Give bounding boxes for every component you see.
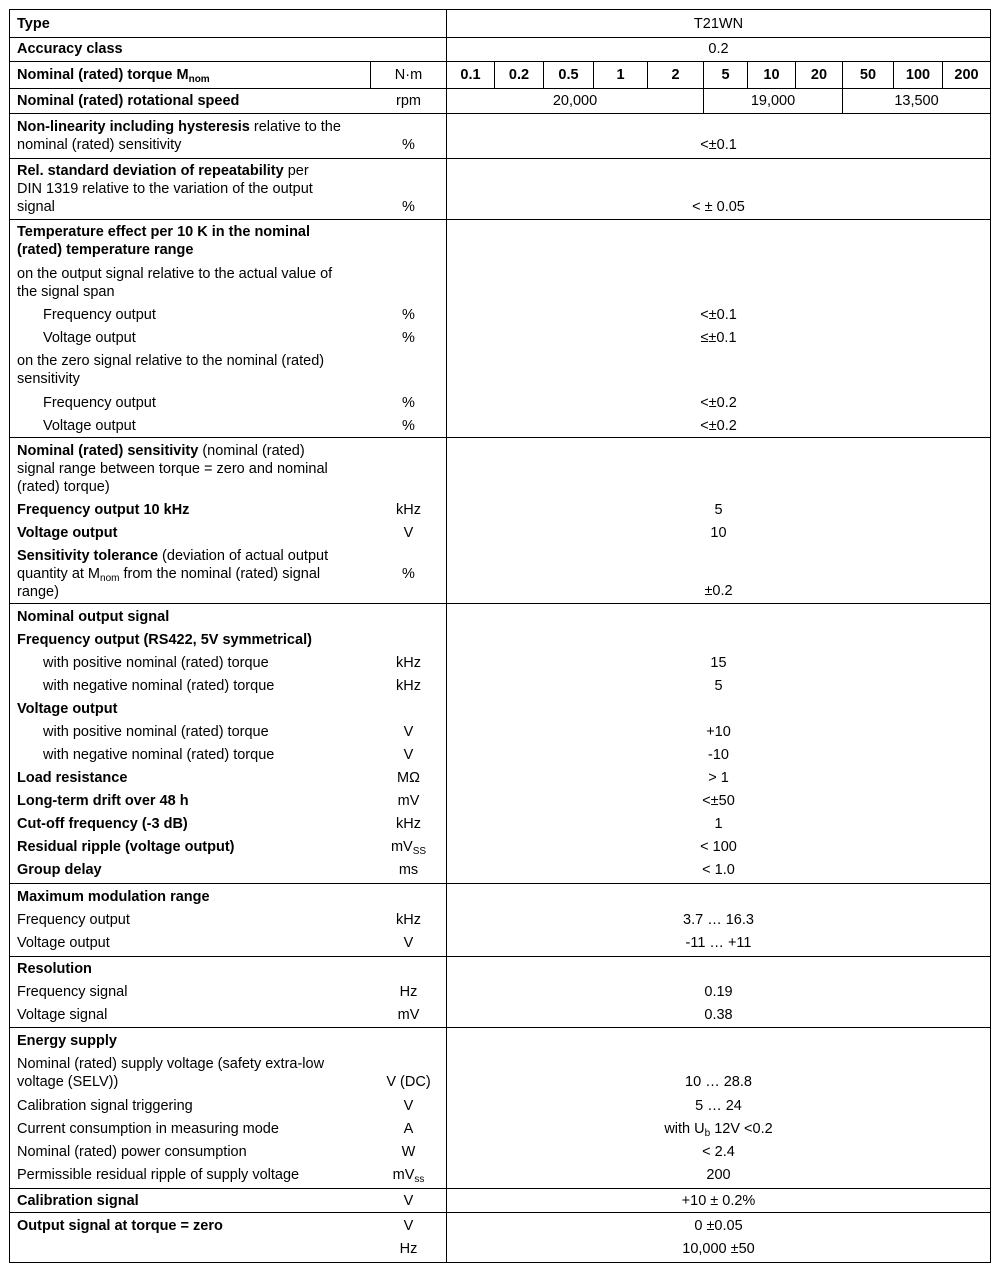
sens-label-line: (rated) torque) — [17, 479, 110, 495]
resolution-title: Resolution — [17, 961, 92, 977]
temp-title: Temperature effect per 10 K in the nominal — [17, 224, 311, 240]
energy-pow-unit: W — [401, 1144, 416, 1160]
output-cut-unit: kHz — [396, 816, 421, 832]
output-vpos-value: +10 — [706, 724, 731, 740]
energy-cur-unit: A — [403, 1121, 414, 1137]
output-load-label: Load resistance — [17, 770, 128, 786]
energy-rip-value: 200 — [706, 1167, 731, 1183]
energy-pow-label: Nominal (rated) power consumption — [17, 1144, 247, 1160]
output-vpos-unit: V — [403, 724, 414, 740]
repeat-unit: % — [402, 199, 415, 215]
torque-unit: N·m — [394, 67, 423, 83]
energy-pow-value: < 2.4 — [702, 1144, 735, 1160]
type-label: Type — [17, 16, 50, 32]
speed-value: 13,500 — [894, 93, 939, 109]
temp-volt-label: Voltage output — [43, 330, 136, 346]
rule — [9, 88, 991, 89]
output-fpos-unit: kHz — [396, 655, 421, 671]
rule — [9, 1262, 991, 1263]
modulation-freq-value: 3.7 … 16.3 — [683, 912, 754, 928]
temp-zero-text: on the zero signal relative to the nominal (rated) — [17, 353, 325, 369]
sens-freq-unit: kHz — [396, 502, 421, 518]
sens-volt-unit: V — [403, 525, 414, 541]
output-cut-value: 1 — [714, 816, 723, 832]
temp-output-text: on the output signal relative to the actual value of — [17, 266, 333, 282]
temp-zvolt-unit: % — [402, 418, 415, 434]
sens-freq-label: Frequency output 10 kHz — [17, 502, 190, 518]
torque-value: 50 — [859, 67, 877, 83]
repeat-label-line: DIN 1319 relative to the variation of the output — [17, 181, 313, 197]
modulation-title: Maximum modulation range — [17, 889, 210, 905]
energy-cur-label: Current consumption in measuring mode — [17, 1121, 279, 1137]
temp-title-line: (rated) temperature range — [17, 242, 194, 258]
energy-rip-label: Permissible residual ripple of supply voltage — [17, 1167, 300, 1183]
output-vneg-value: -10 — [708, 747, 729, 763]
temp-freq-label: Frequency output — [43, 307, 156, 323]
output-load-unit: MΩ — [397, 770, 420, 786]
output-drift-label: Long-term drift over 48 h — [17, 793, 189, 809]
output-delay-unit: ms — [398, 862, 419, 878]
output-cut-label: Cut-off frequency (-3 dB) — [17, 816, 188, 832]
repeat-label: Rel. standard deviation of repeatability per — [17, 163, 309, 179]
energy-rip-unit: $mV_{ss}$ — [392, 1167, 425, 1185]
torque-value: 100 — [905, 67, 931, 83]
output-fneg-label: with negative nominal (rated) torque — [43, 678, 275, 694]
rule — [9, 1212, 991, 1213]
resolution-freq-value: 0.19 — [704, 984, 733, 1000]
output-fpos-label: with positive nominal (rated) torque — [43, 655, 269, 671]
rule — [9, 113, 991, 114]
speed-label: Nominal (rated) rotational speed — [17, 93, 240, 109]
accuracy-value: 0.2 — [708, 41, 729, 57]
rule — [9, 1188, 991, 1189]
calibration-label: Calibration signal — [17, 1193, 139, 1209]
output-title: Nominal output signal — [17, 609, 170, 625]
calibration-unit: V — [403, 1193, 414, 1209]
output-delay-value: < 1.0 — [702, 862, 735, 878]
rule — [9, 437, 991, 438]
resolution-freq-unit: Hz — [399, 984, 418, 1000]
sens-volt-value: 10 — [710, 525, 727, 541]
resolution-volt-unit: mV — [397, 1007, 420, 1023]
rule — [9, 158, 991, 159]
energy-supply-label-line: voltage (SELV)) — [17, 1074, 119, 1090]
sens-label-line: signal range between torque = zero and nominal — [17, 461, 328, 477]
output-freq-title: Frequency output (RS422, 5V symmetrical) — [17, 632, 312, 648]
energy-cal-label: Calibration signal triggering — [17, 1098, 193, 1114]
speed-value: 19,000 — [750, 93, 796, 109]
accuracy-label: Accuracy class — [17, 41, 123, 57]
nonlin-unit: % — [402, 137, 415, 153]
rule — [9, 603, 991, 604]
output-drift-value: <±50 — [702, 793, 735, 809]
resolution-volt-value: 0.38 — [704, 1007, 733, 1023]
resolution-volt-label: Voltage signal — [17, 1007, 108, 1023]
torque-value: 1 — [616, 67, 625, 83]
modulation-freq-label: Frequency output — [17, 912, 130, 928]
temp-zero-text: sensitivity — [17, 371, 80, 387]
zero-value: 10,000 ±50 — [682, 1241, 755, 1257]
zero-unit: V — [403, 1218, 414, 1234]
energy-cal-value: 5 … 24 — [695, 1098, 742, 1114]
output-delay-label: Group delay — [17, 862, 102, 878]
torque-value: 0.1 — [460, 67, 481, 83]
output-load-value: > 1 — [708, 770, 729, 786]
temp-freq-unit: % — [402, 307, 415, 323]
temp-volt-unit: % — [402, 330, 415, 346]
resolution-freq-label: Frequency signal — [17, 984, 128, 1000]
nonlin-label-line: nominal (rated) sensitivity — [17, 137, 182, 153]
rule — [9, 9, 991, 10]
torque-value: 20 — [810, 67, 828, 83]
nonlin-label: Non-linearity including hysteresis relative to the — [17, 119, 341, 135]
torque-value: 5 — [721, 67, 730, 83]
torque-label: Nominal (rated) torque $M_{nom}$ — [17, 67, 210, 85]
energy-supply-unit: V (DC) — [386, 1074, 431, 1090]
modulation-volt-unit: V — [403, 935, 414, 951]
rule — [9, 61, 991, 62]
output-ripple-unit: $mV_{SS}$ — [390, 839, 427, 857]
output-ripple-value: < 100 — [700, 839, 737, 855]
temp-zfreq-label: Frequency output — [43, 395, 156, 411]
zero-unit: Hz — [399, 1241, 418, 1257]
temp-zvolt-label: Voltage output — [43, 418, 136, 434]
speed-unit: rpm — [396, 93, 421, 109]
torque-value: 0.2 — [508, 67, 530, 83]
rule — [9, 37, 991, 38]
energy-cur-value: with $U_b$ 12V <0.2 — [664, 1121, 773, 1139]
speed-value: 20,000 — [552, 93, 598, 109]
output-vneg-label: with negative nominal (rated) torque — [43, 747, 275, 763]
output-volt-title: Voltage output — [17, 701, 118, 717]
sens-label: Nominal (rated) sensitivity (nominal (rated) — [17, 443, 305, 459]
sens-tol-value: ±0.2 — [704, 583, 733, 599]
sens-tol-label-line: range) — [17, 584, 59, 600]
output-ripple-label: Residual ripple (voltage output) — [17, 839, 235, 855]
modulation-freq-unit: kHz — [396, 912, 421, 928]
repeat-label-line: signal — [17, 199, 55, 215]
output-fneg-unit: kHz — [396, 678, 421, 694]
output-fpos-value: 15 — [710, 655, 727, 671]
modulation-volt-label: Voltage output — [17, 935, 110, 951]
energy-supply-value: 10 … 28.8 — [685, 1074, 752, 1090]
sens-tol-unit: % — [402, 566, 415, 582]
calibration-value: +10 ± 0.2% — [681, 1193, 756, 1209]
temp-volt-value: ≤±0.1 — [700, 330, 737, 346]
rule — [9, 883, 991, 884]
type-value: T21WN — [693, 16, 744, 32]
rule — [9, 1027, 991, 1028]
energy-supply-label: Nominal (rated) supply voltage (safety extra-low — [17, 1056, 325, 1072]
temp-output-text: the signal span — [17, 284, 115, 300]
sens-freq-value: 5 — [714, 502, 723, 518]
torque-value: 200 — [954, 67, 979, 83]
torque-value: 2 — [671, 67, 680, 83]
sens-volt-label: Voltage output — [17, 525, 118, 541]
temp-zfreq-unit: % — [402, 395, 415, 411]
zero-value: 0 ±0.05 — [694, 1218, 743, 1234]
sens-tol-label: Sensitivity tolerance (deviation of actual output — [17, 548, 329, 564]
output-vneg-unit: V — [403, 747, 414, 763]
rule — [990, 9, 991, 1263]
modulation-volt-value: -11 … +11 — [685, 935, 752, 951]
output-drift-unit: mV — [397, 793, 420, 809]
output-vpos-label: with positive nominal (rated) torque — [43, 724, 269, 740]
rule — [9, 9, 10, 1263]
rule — [9, 219, 991, 220]
energy-cal-unit: V — [403, 1098, 414, 1114]
rule — [9, 956, 991, 957]
zero-label: Output signal at torque = zero — [17, 1218, 223, 1234]
nonlin-value: <±0.1 — [700, 137, 737, 153]
sens-tol-label-line: quantity at $M_{nom}$ from the nominal (rated) signal — [17, 566, 321, 584]
energy-title: Energy supply — [17, 1033, 117, 1049]
output-fneg-value: 5 — [714, 678, 723, 694]
temp-zfreq-value: <±0.2 — [700, 395, 737, 411]
torque-value: 10 — [763, 67, 780, 83]
repeat-value: < ± 0.05 — [692, 199, 745, 215]
torque-value: 0.5 — [558, 67, 579, 83]
temp-zvolt-value: <±0.2 — [700, 418, 737, 434]
temp-freq-value: <±0.1 — [700, 307, 737, 323]
